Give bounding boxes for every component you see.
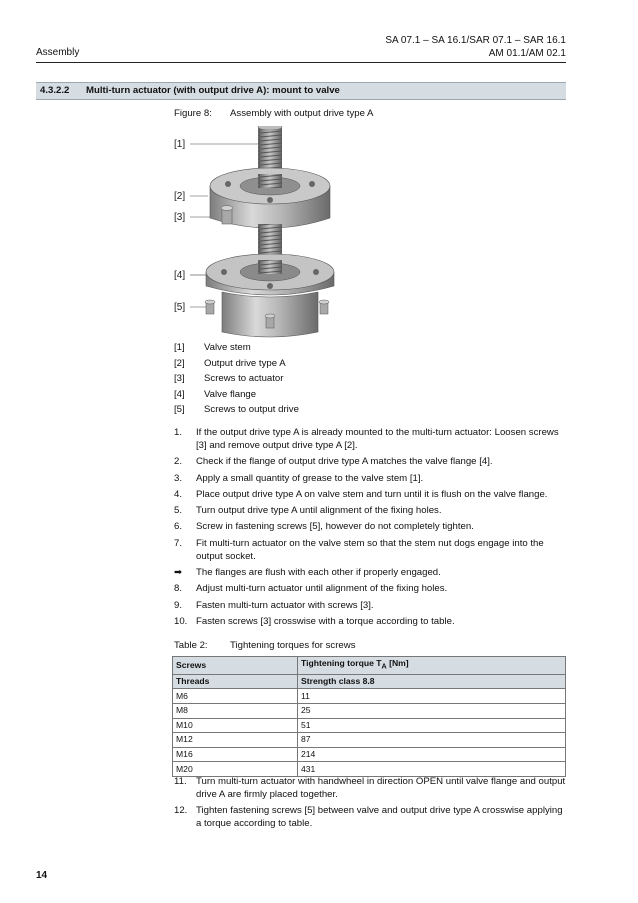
bolt-hole [225, 181, 231, 187]
table-row [173, 733, 566, 748]
flange-hole [313, 269, 319, 275]
procedure-step [174, 599, 566, 612]
legend-text: Valve stem [204, 342, 251, 353]
procedure-steps [174, 426, 566, 631]
procedure-step [174, 537, 566, 563]
section-heading [36, 82, 566, 100]
thread-cell: M20 [173, 762, 298, 777]
step-text: Place output drive type A on valve stem and turn until it is flush on the valve flange. [196, 488, 548, 500]
column-header-screws: Screws [173, 657, 298, 675]
column-header-torque [298, 657, 566, 675]
legend-number: [2] [174, 357, 185, 369]
torque-header-unit: [Nm] [386, 658, 409, 668]
arrow-icon: ➡ [174, 567, 183, 579]
procedure-step [174, 775, 566, 801]
callout-3: [3] [174, 212, 186, 223]
bolt-hole [267, 197, 273, 203]
step-text: Fasten multi-turn actuator with screws [3]. [196, 599, 374, 611]
procedure-step [174, 804, 566, 830]
step-number: 10. [174, 615, 188, 627]
figure-caption [174, 108, 374, 119]
column-header-threads: Threads [173, 674, 298, 689]
torque-cell: 25 [298, 703, 566, 718]
legend-number: [1] [174, 342, 185, 353]
step-number: 5. [174, 505, 183, 517]
callout-5: [5] [174, 302, 186, 313]
thread-cell: M6 [173, 689, 298, 704]
step-number: 11. [174, 776, 187, 787]
torque-header-text: Tightening torque T [301, 658, 382, 668]
output-drive-screw-head [319, 300, 329, 304]
torque-cell: 214 [298, 747, 566, 762]
step-number: 4. [174, 488, 183, 500]
step-text: Check if the flange of output drive type A matches the valve flange [4]. [196, 456, 493, 468]
torque-cell: 11 [298, 689, 566, 704]
step-text: Tighten fastening screws [5] between valve and output drive type A crosswise applying a torque according to table. [196, 805, 563, 830]
table-row [173, 703, 566, 718]
section-title: Multi-turn actuator (with output drive A): mount to valve [86, 85, 340, 96]
table-label: Table 2: [174, 640, 208, 651]
procedure-step [174, 582, 566, 595]
step-text: Screw in fastening screws [5], however do not completely tighten. [196, 521, 474, 533]
procedure-step [174, 426, 566, 452]
legend-text: Screws to actuator [204, 373, 284, 384]
callout-4: [4] [174, 270, 186, 281]
thread-cell: M16 [173, 747, 298, 762]
header-divider [36, 62, 566, 63]
table-header-row [173, 674, 566, 689]
header-model-line-2: AM 01.1/AM 02.1 [488, 48, 566, 59]
callout-1: [1] [174, 139, 186, 150]
figure-title: Assembly with output drive type A [230, 108, 374, 119]
torque-header-subscript: A [381, 662, 387, 671]
output-drive-assembly-illustration [172, 126, 352, 341]
step-text: Adjust multi-turn actuator until alignment of the fixing holes. [196, 583, 448, 595]
legend-text: Output drive type A [204, 357, 286, 369]
procedure-steps-continued [174, 775, 566, 834]
legend-text: Screws to output drive [204, 404, 299, 415]
procedure-step [174, 488, 566, 501]
column-header-strength: Strength class 8.8 [298, 674, 566, 689]
legend-number: [4] [174, 388, 185, 400]
figure-label: Figure 8: [174, 108, 212, 119]
table-caption [174, 640, 356, 651]
output-drive-screw-head [265, 314, 275, 318]
step-text: Turn multi-turn actuator with handwheel in direction OPEN until valve flange and output drive A are firmly placed together. [196, 776, 566, 800]
procedure-step [174, 455, 566, 468]
page-number: 14 [36, 870, 48, 881]
stem-top [258, 126, 282, 130]
stem-in-bore [258, 174, 282, 188]
actuator-screw-head [221, 206, 233, 211]
step-number: 8. [174, 583, 183, 595]
legend-text: Valve flange [204, 388, 257, 400]
header-section-name: Assembly [36, 47, 80, 58]
tightening-torque-table [172, 656, 566, 777]
procedure-step [174, 615, 566, 628]
procedure-step [174, 520, 566, 533]
thread-cell: M8 [173, 703, 298, 718]
step-number: 12. [174, 805, 188, 817]
torque-cell: 51 [298, 718, 566, 733]
step-text: If the output drive type A is already mounted to the multi-turn actuator: Loosen screws [3] and remove output drive type A [2]. [196, 427, 559, 451]
procedure-step [174, 472, 566, 485]
header-model-line: SA 07.1 – SA 16.1/SAR 07.1 – SAR 16.1 [385, 35, 566, 46]
document-header-right [385, 34, 566, 60]
step-number: 6. [174, 521, 183, 533]
callout-2: [2] [174, 191, 186, 202]
flange-hole [267, 283, 273, 289]
torque-cell: 431 [298, 762, 566, 777]
step-text: Fit multi-turn actuator on the valve stem so that the stem nut dogs engage into the output socket. [196, 537, 544, 562]
step-number: 2. [174, 456, 183, 468]
step-text: The flanges are flush with each other if properly engaged. [196, 567, 441, 579]
step-text: Fasten screws [3] crosswise with a torque according to table. [196, 615, 455, 627]
flange-hole [221, 269, 227, 275]
table-row [173, 747, 566, 762]
table-row [173, 689, 566, 704]
table-title: Tightening torques for screws [230, 640, 356, 651]
step-number: 3. [174, 472, 183, 484]
thread-cell: M12 [173, 733, 298, 748]
result-note [174, 566, 566, 579]
step-number: 7. [174, 537, 183, 549]
stem-in-flange [258, 260, 282, 274]
bolt-hole [309, 181, 315, 187]
thread-cell: M10 [173, 718, 298, 733]
output-drive-screw-head [205, 300, 215, 304]
step-text: Apply a small quantity of grease to the valve stem [1]. [196, 472, 424, 484]
legend-number: [5] [174, 404, 185, 415]
step-number: 1. [174, 427, 183, 438]
legend-number: [3] [174, 373, 185, 384]
section-number: 4.3.2.2 [40, 85, 70, 96]
table-header-row [173, 657, 566, 675]
step-text: Turn output drive type A until alignment of the fixing holes. [196, 505, 442, 517]
procedure-step [174, 504, 566, 517]
torque-cell: 87 [298, 733, 566, 748]
table-row [173, 718, 566, 733]
step-number: 9. [174, 599, 183, 611]
